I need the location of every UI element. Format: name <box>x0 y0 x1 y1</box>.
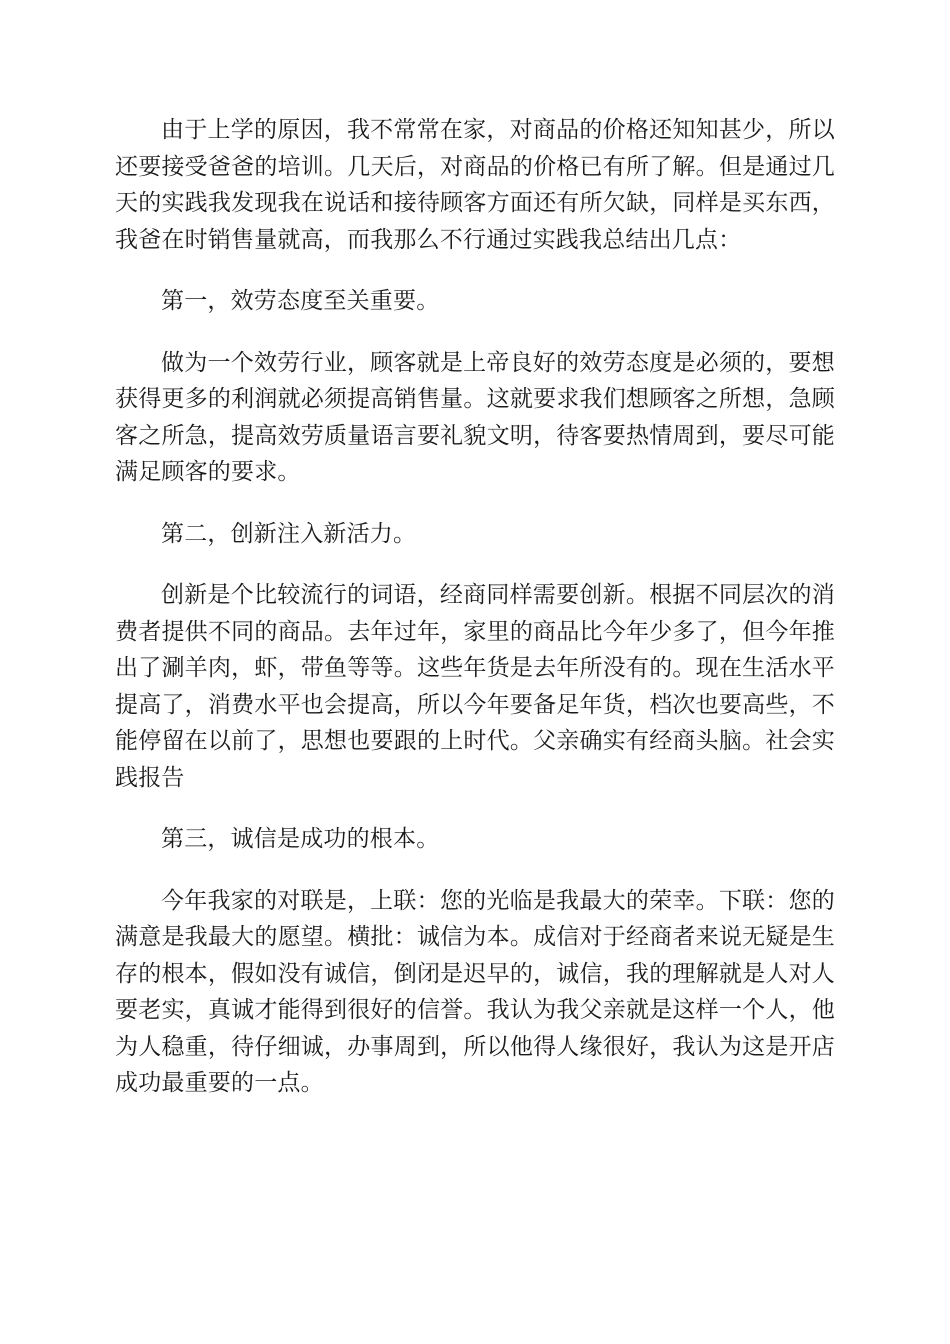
heading-point-three: 第三，诚信是成功的根本。 <box>161 826 440 852</box>
heading-point-two: 第二，创新注入新活力。 <box>161 520 417 547</box>
paragraph-point-three: 今年我家的对联是，上联：您的光临是我最大的荣幸。下联：您的满意是我最大的愿望。横批：诚信为本。成信对于经商者来说无疑是生存的根本，假如没有诚信，倒闭是迟早的，诚信，我的理解就是人对人要老实，真诚才能得到很好的信誉。我认为我父亲就是这样一个人，他为人稳重，待仔细诚，办事周到，所以他得人缘很好，我认为这是开店成功最重要的一点。 <box>115 887 835 1096</box>
paragraph-point-two: 创新是个比较流行的词语，经商同样需要创新。根据不同层次的消费者提供不同的商品。去年过年，家里的商品比今年少多了，但今年推出了涮羊肉，虾，带鱼等等。这些年货是去年所没有的。现在生活水平提高了，消费水平也会提高，所以今年要备足年货，档次也要高些，不能停留在以前了，思想也要跟的上时代。父亲确实有经商头脑。社会实践报告 <box>115 582 835 791</box>
paragraph-intro: 由于上学的原因，我不常常在家，对商品的价格还知知甚少，所以还要接受爸爸的培训。几天后，对商品的价格已有所了解。但是通过几天的实践我发现我在说话和接待顾客方面还有所欠缺，同样是买东西，我爸在时销售量就高，而我那么不行通过实践我总结出几点： <box>115 117 835 253</box>
paragraph-point-one: 做为一个效劳行业，顾客就是上帝良好的效劳态度是必须的，要想获得更多的利润就必须提高销售量。这就要求我们想顾客之所想，急顾客之所急，提高效劳质量语言要礼貌文明，待客要热情周到，要尽可能满足顾客的要求。 <box>115 349 835 485</box>
document-body <box>115 112 835 1102</box>
heading-point-one: 第一，效劳态度至关重要。 <box>161 288 440 314</box>
